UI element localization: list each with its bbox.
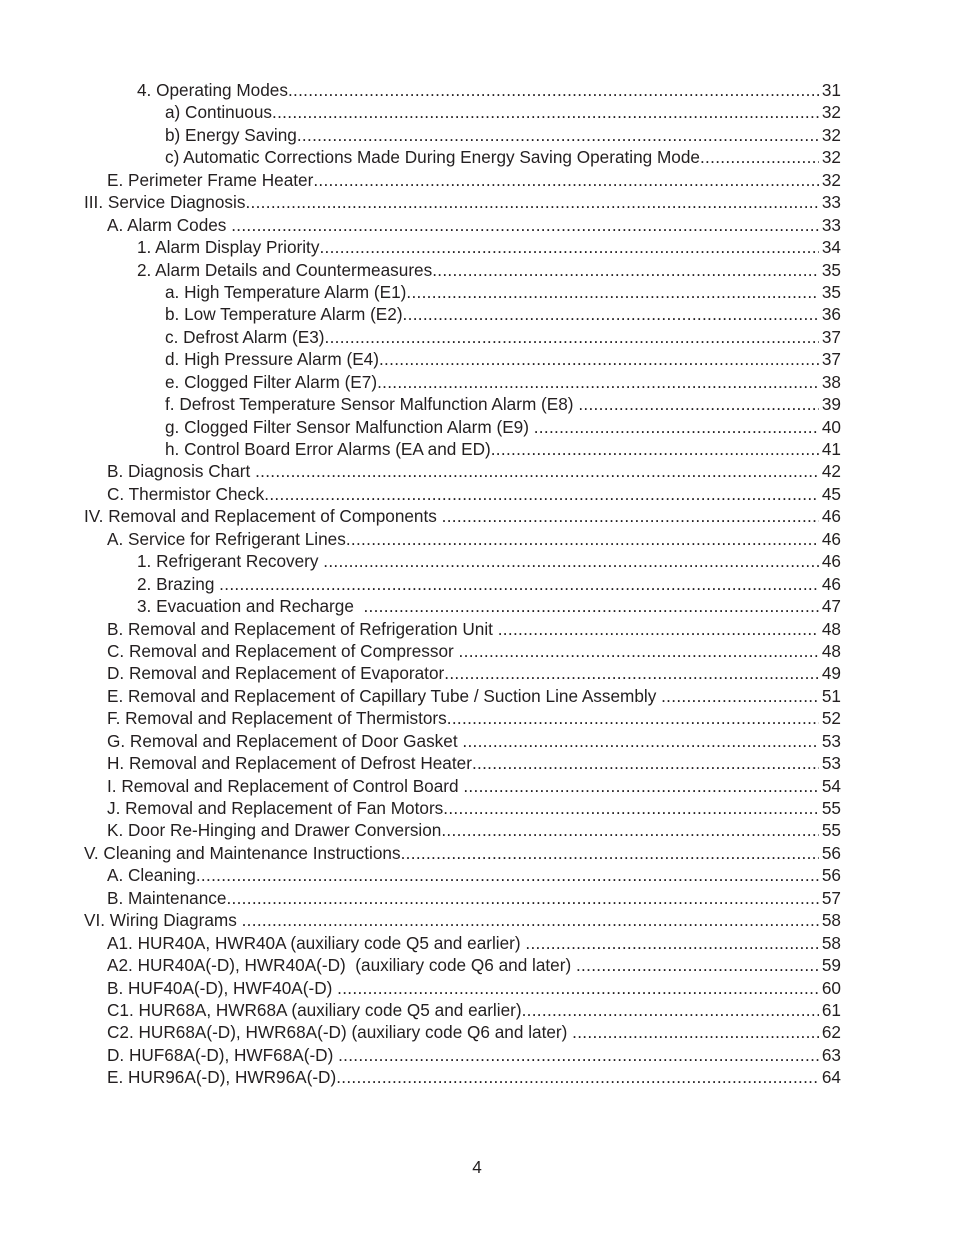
toc-entry-page: 32 xyxy=(821,124,841,145)
toc-dot-leader xyxy=(231,214,819,236)
toc-entry-title: b) Energy Saving xyxy=(165,124,297,145)
toc-entry xyxy=(0,864,954,886)
toc-entry-page: 36 xyxy=(821,304,841,325)
toc-entry-title: C1. HUR68A, HWR68A (auxiliary code Q5 and earlier) xyxy=(107,999,522,1020)
toc-dot-leader xyxy=(442,505,819,527)
toc-entry-title: 1. Refrigerant Recovery xyxy=(137,551,324,572)
toc-dot-leader xyxy=(498,618,819,640)
toc-entry-page: 46 xyxy=(821,506,841,527)
toc-entry-title: A. Service for Refrigerant Lines xyxy=(107,528,346,549)
toc-entry-page: 34 xyxy=(821,237,841,258)
toc-entry-title: D. Removal and Replacement of Evaporator xyxy=(107,663,445,684)
toc-dot-leader xyxy=(472,752,819,774)
toc-entry xyxy=(0,999,954,1021)
toc-entry xyxy=(0,730,954,752)
toc-entry xyxy=(0,101,954,123)
toc-entry-title: C. Removal and Replacement of Compressor xyxy=(107,640,459,661)
toc-entry-title: 2. Alarm Details and Countermeasures xyxy=(137,259,433,280)
toc-entry xyxy=(0,932,954,954)
toc-entry-title: 4. Operating Modes xyxy=(137,80,288,100)
toc-dot-leader xyxy=(432,259,819,281)
toc-dot-leader xyxy=(319,236,819,258)
toc-dot-leader xyxy=(491,438,819,460)
toc-entry xyxy=(0,416,954,438)
toc-entry-page: 35 xyxy=(821,281,841,302)
toc-entry-page: 37 xyxy=(821,349,841,370)
toc-entry-title: IV. Removal and Replacement of Components xyxy=(84,506,442,527)
toc-entry-title: c. Defrost Alarm (E3) xyxy=(165,326,325,347)
toc-entry-title: G. Removal and Replacement of Door Gasket xyxy=(107,730,463,751)
toc-dot-leader xyxy=(447,707,819,729)
toc-entry-title: 1. Alarm Display Priority xyxy=(137,237,320,258)
toc-entry xyxy=(0,505,954,527)
toc-entry xyxy=(0,393,954,415)
toc-entry-title: K. Door Re-Hinging and Drawer Conversion xyxy=(107,820,442,841)
toc-entry-title: d. High Pressure Alarm (E4) xyxy=(165,349,379,370)
toc-entry-title: V. Cleaning and Maintenance Instructions xyxy=(84,842,401,863)
toc-entry-page: 58 xyxy=(821,910,841,931)
toc-entry-page: 49 xyxy=(821,663,841,684)
toc-entry-title: A. Alarm Codes xyxy=(107,214,232,235)
toc-entry xyxy=(0,438,954,460)
toc-entry-title: E. Perimeter Frame Heater xyxy=(107,169,314,190)
toc-entry xyxy=(0,259,954,281)
toc-entry-title: B. Maintenance xyxy=(107,887,227,908)
toc-entry-title: f. Defrost Temperature Sensor Malfunction Alarm (E8) xyxy=(165,394,579,415)
toc-entry xyxy=(0,618,954,640)
toc-entry xyxy=(0,528,954,550)
toc-dot-leader xyxy=(443,797,819,819)
toc-entry-title: H. Removal and Replacement of Defrost Heater xyxy=(107,753,472,774)
toc-dot-leader xyxy=(406,281,819,303)
toc-entry-title: 3. Evacuation and Recharge xyxy=(137,596,364,617)
toc-entry-title: a. High Temperature Alarm (E1) xyxy=(165,281,407,302)
toc-entry xyxy=(0,640,954,662)
toc-dot-leader xyxy=(661,685,819,707)
toc-entry xyxy=(0,752,954,774)
toc-entry-title: A1. HUR40A, HWR40A (auxiliary code Q5 and earlier) xyxy=(107,932,526,953)
toc-entry-page: 40 xyxy=(821,416,841,437)
toc-dot-leader xyxy=(576,954,819,976)
page-number: 4 xyxy=(472,1157,482,1177)
toc-entry-page: 61 xyxy=(821,999,841,1020)
toc-entry xyxy=(0,887,954,909)
toc-dot-leader xyxy=(196,864,819,886)
toc-entry-title: B. Diagnosis Chart xyxy=(107,461,256,482)
toc-entry xyxy=(0,191,954,213)
toc-dot-leader xyxy=(288,79,819,101)
toc-entry-title: B. HUF40A(-D), HWF40A(-D) xyxy=(107,977,338,998)
toc-entry-page: 35 xyxy=(821,259,841,280)
toc-entry-page: 62 xyxy=(821,1022,841,1043)
toc-entry xyxy=(0,842,954,864)
toc-entry-page: 46 xyxy=(821,573,841,594)
toc-dot-leader xyxy=(336,1066,819,1088)
toc-entry-page: 58 xyxy=(821,932,841,953)
toc-entry-page: 55 xyxy=(821,798,841,818)
toc-entry-page: 33 xyxy=(821,214,841,235)
toc-entry xyxy=(0,281,954,303)
toc-entry-title: E. HUR96A(-D), HWR96A(-D) xyxy=(107,1067,337,1088)
toc-entry-page: 54 xyxy=(821,775,841,796)
toc-entry xyxy=(0,909,954,931)
toc-entry-title: h. Control Board Error Alarms (EA and ED) xyxy=(165,439,491,459)
toc-entry-title: b. Low Temperature Alarm (E2) xyxy=(165,304,403,325)
toc-entry-page: 48 xyxy=(821,618,841,639)
toc-entry xyxy=(0,1044,954,1066)
toc-entry xyxy=(0,169,954,191)
toc-entry xyxy=(0,79,954,101)
toc-entry xyxy=(0,707,954,729)
toc-entry-title: A. Cleaning xyxy=(107,865,196,886)
toc-entry-page: 53 xyxy=(821,753,841,774)
toc-entry xyxy=(0,550,954,572)
toc-entry-page: 47 xyxy=(821,596,841,617)
toc-dot-leader xyxy=(459,640,819,662)
toc-entry xyxy=(0,303,954,325)
toc-entry-title: g. Clogged Filter Sensor Malfunction Alarm (E9) xyxy=(165,416,534,437)
toc-dot-leader xyxy=(401,842,819,864)
toc-entry-title: III. Service Diagnosis xyxy=(84,192,246,213)
toc-entry xyxy=(0,977,954,999)
toc-dot-leader xyxy=(379,348,819,370)
toc-entry-page: 52 xyxy=(821,708,841,729)
toc-entry xyxy=(0,124,954,146)
toc-entry-page: 41 xyxy=(821,439,841,459)
toc-entry xyxy=(0,371,954,393)
toc-dot-leader xyxy=(338,1044,819,1066)
toc-entry-title: F. Removal and Replacement of Thermistors xyxy=(107,708,447,729)
toc-entry xyxy=(0,1066,954,1088)
toc-entry-title: c) Automatic Corrections Made During Energy Saving Operating Mode xyxy=(165,147,700,168)
toc-entry xyxy=(0,214,954,236)
toc-dot-leader xyxy=(242,909,819,931)
toc-entry xyxy=(0,326,954,348)
toc-entry-page: 59 xyxy=(821,955,841,976)
toc-dot-leader xyxy=(441,819,819,841)
toc-entry-page: 55 xyxy=(821,820,841,841)
toc-entry-page: 42 xyxy=(821,461,841,482)
toc-dot-leader xyxy=(264,483,819,505)
toc-entry-page: 32 xyxy=(821,147,841,168)
toc-entry xyxy=(0,146,954,168)
toc-entry xyxy=(0,819,954,841)
toc-entry-title: C. Thermistor Check xyxy=(107,483,265,504)
toc-dot-leader xyxy=(525,932,819,954)
toc-dot-leader xyxy=(578,393,819,415)
toc-entry xyxy=(0,797,954,819)
toc-dot-leader xyxy=(462,730,819,752)
toc-entry-page: 60 xyxy=(821,977,841,998)
toc-entry-page: 46 xyxy=(821,528,841,549)
toc-entry-page: 39 xyxy=(821,394,841,415)
toc-entry-page: 31 xyxy=(821,80,841,100)
toc-dot-leader xyxy=(444,662,819,684)
toc-entry xyxy=(0,573,954,595)
toc-dot-leader xyxy=(403,303,819,325)
table-of-contents xyxy=(0,79,954,1089)
toc-dot-leader xyxy=(226,887,819,909)
toc-entry xyxy=(0,595,954,617)
toc-entry-title: e. Clogged Filter Alarm (E7) xyxy=(165,371,378,392)
toc-entry-page: 38 xyxy=(821,371,841,392)
toc-entry-title: D. HUF68A(-D), HWF68A(-D) xyxy=(107,1044,339,1065)
toc-entry-page: 32 xyxy=(821,169,841,190)
toc-entry-page: 37 xyxy=(821,326,841,347)
toc-entry-title: A2. HUR40A(-D), HWR40A(-D) (auxiliary code Q6 and later) xyxy=(107,955,576,976)
toc-entry-page: 64 xyxy=(821,1067,841,1088)
toc-entry-page: 56 xyxy=(821,842,841,863)
toc-entry-title: E. Removal and Replacement of Capillary Tube / Suction Line Assembly xyxy=(107,685,662,706)
toc-dot-leader xyxy=(346,528,819,550)
toc-dot-leader xyxy=(337,977,819,999)
toc-dot-leader xyxy=(463,775,819,797)
toc-dot-leader xyxy=(700,146,819,168)
toc-entry-title: B. Removal and Replacement of Refrigeration Unit xyxy=(107,618,498,639)
toc-entry-title: J. Removal and Replacement of Fan Motors xyxy=(107,798,444,818)
toc-entry xyxy=(0,685,954,707)
toc-entry-page: 46 xyxy=(821,551,841,572)
toc-entry-title: a) Continuous xyxy=(165,102,273,123)
toc-dot-leader xyxy=(297,124,819,146)
toc-entry-page: 32 xyxy=(821,102,841,123)
toc-dot-leader xyxy=(245,191,819,213)
toc-entry xyxy=(0,236,954,258)
toc-dot-leader xyxy=(325,326,820,348)
toc-dot-leader xyxy=(323,550,819,572)
toc-entry-title: 2. Brazing xyxy=(137,573,220,594)
toc-dot-leader xyxy=(534,416,819,438)
toc-entry-page: 63 xyxy=(821,1044,841,1065)
toc-entry-title: VI. Wiring Diagrams xyxy=(84,910,242,931)
toc-entry-page: 51 xyxy=(821,685,841,706)
toc-dot-leader xyxy=(255,460,819,482)
toc-entry-page: 57 xyxy=(821,887,841,908)
toc-entry xyxy=(0,1021,954,1043)
toc-dot-leader xyxy=(572,1021,819,1043)
toc-entry xyxy=(0,483,954,505)
toc-entry-page: 48 xyxy=(821,640,841,661)
toc-entry xyxy=(0,348,954,370)
toc-entry-page: 56 xyxy=(821,865,841,886)
toc-entry-page: 45 xyxy=(821,483,841,504)
toc-dot-leader xyxy=(377,371,819,393)
toc-entry xyxy=(0,662,954,684)
toc-entry-title: I. Removal and Replacement of Control Board xyxy=(107,775,464,796)
toc-entry-page: 53 xyxy=(821,730,841,751)
toc-dot-leader xyxy=(272,101,819,123)
toc-entry xyxy=(0,954,954,976)
toc-dot-leader xyxy=(522,999,819,1021)
toc-entry xyxy=(0,460,954,482)
toc-dot-leader xyxy=(219,573,819,595)
toc-entry-title: C2. HUR68A(-D), HWR68A(-D) (auxiliary code Q6 and later) xyxy=(107,1022,573,1043)
toc-entry xyxy=(0,775,954,797)
toc-dot-leader xyxy=(313,169,819,191)
toc-dot-leader xyxy=(363,595,819,617)
toc-entry-page: 33 xyxy=(821,192,841,213)
